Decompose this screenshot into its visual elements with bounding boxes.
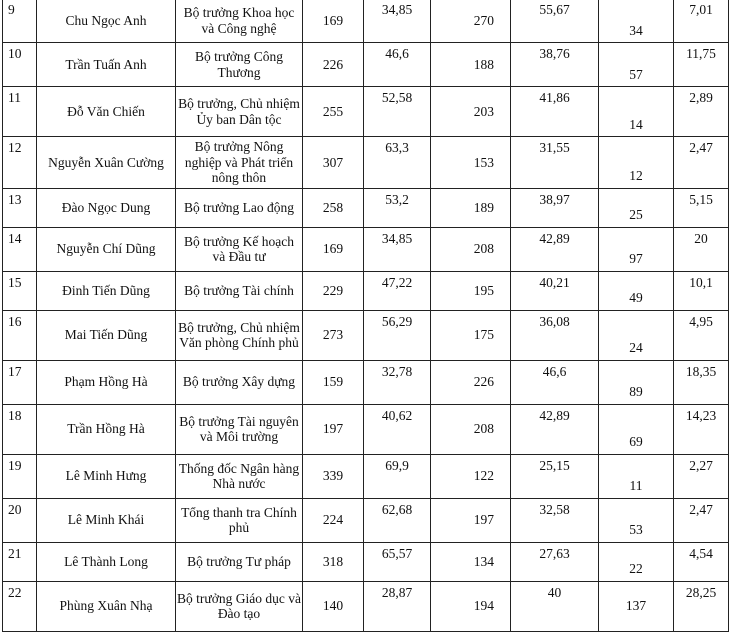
row-number: 10 <box>3 43 37 87</box>
row-number: 11 <box>3 87 37 137</box>
vote-count-c: 203 <box>431 87 511 137</box>
vote-count-e: 57 <box>599 43 674 87</box>
row-number: 9 <box>3 0 37 43</box>
row-number: 14 <box>3 227 37 271</box>
vote-count-e: 12 <box>599 137 674 189</box>
vote-percent-f: 28,25 <box>674 581 729 631</box>
member-name: Đinh Tiến Dũng <box>37 271 176 310</box>
vote-percent-b: 47,22 <box>364 271 431 310</box>
vote-percent-f: 2,27 <box>674 454 729 498</box>
vote-percent-b: 56,29 <box>364 310 431 360</box>
vote-count-e: 49 <box>599 271 674 310</box>
vote-percent-d: 40,21 <box>511 271 599 310</box>
member-position: Bộ trưởng Tài nguyên và Môi trường <box>176 404 303 454</box>
vote-count-a: 258 <box>303 188 364 227</box>
vote-percent-d: 25,15 <box>511 454 599 498</box>
vote-percent-f: 11,75 <box>674 43 729 87</box>
table-row <box>3 404 729 454</box>
vote-percent-d: 46,6 <box>511 360 599 404</box>
row-number: 18 <box>3 404 37 454</box>
vote-count-a: 224 <box>303 498 364 542</box>
member-position: Bộ trưởng Kế hoạch và Đầu tư <box>176 227 303 271</box>
member-position: Bộ trưởng Khoa học và Công nghệ <box>176 0 303 43</box>
row-number: 16 <box>3 310 37 360</box>
vote-percent-d: 40 <box>511 581 599 631</box>
row-number: 13 <box>3 188 37 227</box>
vote-percent-f: 14,23 <box>674 404 729 454</box>
row-number: 17 <box>3 360 37 404</box>
member-position: Bộ trưởng Xây dựng <box>176 360 303 404</box>
vote-percent-f: 2,47 <box>674 137 729 189</box>
vote-count-c: 134 <box>431 542 511 581</box>
member-name: Trần Tuấn Anh <box>37 43 176 87</box>
vote-count-e: 97 <box>599 227 674 271</box>
table-row <box>3 227 729 271</box>
table-row <box>3 360 729 404</box>
table-row <box>3 310 729 360</box>
vote-count-c: 197 <box>431 498 511 542</box>
table-row <box>3 454 729 498</box>
member-name: Lê Thành Long <box>37 542 176 581</box>
vote-percent-f: 20 <box>674 227 729 271</box>
vote-count-a: 159 <box>303 360 364 404</box>
vote-percent-d: 27,63 <box>511 542 599 581</box>
member-position: Bộ trưởng Giáo dục và Đào tạo <box>176 581 303 631</box>
vote-percent-b: 40,62 <box>364 404 431 454</box>
table-row <box>3 87 729 137</box>
vote-count-a: 339 <box>303 454 364 498</box>
vote-count-e: 24 <box>599 310 674 360</box>
vote-percent-b: 34,85 <box>364 227 431 271</box>
vote-percent-f: 4,95 <box>674 310 729 360</box>
vote-percent-b: 62,68 <box>364 498 431 542</box>
member-name: Đỗ Văn Chiến <box>37 87 176 137</box>
member-name: Nguyễn Chí Dũng <box>37 227 176 271</box>
vote-count-c: 208 <box>431 227 511 271</box>
member-name: Lê Minh Hưng <box>37 454 176 498</box>
vote-count-a: 255 <box>303 87 364 137</box>
vote-percent-d: 31,55 <box>511 137 599 189</box>
vote-count-a: 273 <box>303 310 364 360</box>
vote-percent-f: 5,15 <box>674 188 729 227</box>
vote-count-c: 226 <box>431 360 511 404</box>
row-number: 12 <box>3 137 37 189</box>
vote-count-e: 14 <box>599 87 674 137</box>
vote-percent-d: 55,67 <box>511 0 599 43</box>
vote-count-e: 137 <box>599 581 674 631</box>
vote-percent-d: 38,97 <box>511 188 599 227</box>
vote-percent-f: 7,01 <box>674 0 729 43</box>
member-name: Nguyễn Xuân Cường <box>37 137 176 189</box>
vote-count-c: 175 <box>431 310 511 360</box>
member-position: Bộ trưởng Tài chính <box>176 271 303 310</box>
vote-count-e: 89 <box>599 360 674 404</box>
vote-count-a: 197 <box>303 404 364 454</box>
table-row <box>3 271 729 310</box>
vote-count-a: 169 <box>303 227 364 271</box>
table-row <box>3 188 729 227</box>
vote-count-e: 53 <box>599 498 674 542</box>
vote-percent-d: 36,08 <box>511 310 599 360</box>
member-position: Bộ trưởng, Chủ nhiệm Văn phòng Chính phủ <box>176 310 303 360</box>
vote-count-e: 25 <box>599 188 674 227</box>
table-row <box>3 43 729 87</box>
vote-percent-d: 32,58 <box>511 498 599 542</box>
member-position: Bộ trưởng Lao động <box>176 188 303 227</box>
vote-count-a: 169 <box>303 0 364 43</box>
row-number: 20 <box>3 498 37 542</box>
member-position: Bộ trưởng Công Thương <box>176 43 303 87</box>
table-row <box>3 581 729 631</box>
vote-count-c: 194 <box>431 581 511 631</box>
vote-percent-b: 46,6 <box>364 43 431 87</box>
vote-percent-d: 38,76 <box>511 43 599 87</box>
vote-results-table <box>2 0 729 632</box>
vote-percent-b: 32,78 <box>364 360 431 404</box>
member-position: Bộ trưởng Nông nghiệp và Phát triển nông thôn <box>176 137 303 189</box>
vote-count-a: 229 <box>303 271 364 310</box>
vote-percent-b: 28,87 <box>364 581 431 631</box>
member-name: Trần Hồng Hà <box>37 404 176 454</box>
member-position: Bộ trưởng, Chủ nhiệm Ủy ban Dân tộc <box>176 87 303 137</box>
row-number: 15 <box>3 271 37 310</box>
table-row <box>3 542 729 581</box>
vote-count-c: 189 <box>431 188 511 227</box>
member-name: Chu Ngọc Anh <box>37 0 176 43</box>
vote-percent-b: 65,57 <box>364 542 431 581</box>
table-row <box>3 137 729 189</box>
vote-percent-f: 2,89 <box>674 87 729 137</box>
vote-count-e: 11 <box>599 454 674 498</box>
member-name: Phạm Hồng Hà <box>37 360 176 404</box>
vote-percent-f: 4,54 <box>674 542 729 581</box>
vote-count-c: 270 <box>431 0 511 43</box>
vote-percent-d: 42,89 <box>511 227 599 271</box>
vote-percent-b: 34,85 <box>364 0 431 43</box>
vote-percent-f: 10,1 <box>674 271 729 310</box>
vote-percent-b: 52,58 <box>364 87 431 137</box>
vote-percent-d: 41,86 <box>511 87 599 137</box>
vote-count-c: 153 <box>431 137 511 189</box>
vote-percent-b: 53,2 <box>364 188 431 227</box>
vote-count-c: 195 <box>431 271 511 310</box>
vote-percent-b: 69,9 <box>364 454 431 498</box>
vote-percent-d: 42,89 <box>511 404 599 454</box>
vote-count-c: 122 <box>431 454 511 498</box>
member-position: Thống đốc Ngân hàng Nhà nước <box>176 454 303 498</box>
member-position: Tổng thanh tra Chính phủ <box>176 498 303 542</box>
member-position: Bộ trưởng Tư pháp <box>176 542 303 581</box>
vote-count-a: 307 <box>303 137 364 189</box>
member-name: Mai Tiến Dũng <box>37 310 176 360</box>
vote-count-a: 140 <box>303 581 364 631</box>
row-number: 21 <box>3 542 37 581</box>
vote-count-e: 22 <box>599 542 674 581</box>
vote-count-a: 226 <box>303 43 364 87</box>
vote-count-c: 208 <box>431 404 511 454</box>
member-name: Lê Minh Khái <box>37 498 176 542</box>
vote-count-a: 318 <box>303 542 364 581</box>
vote-percent-f: 2,47 <box>674 498 729 542</box>
member-name: Phùng Xuân Nhạ <box>37 581 176 631</box>
vote-count-c: 188 <box>431 43 511 87</box>
vote-percent-b: 63,3 <box>364 137 431 189</box>
row-number: 19 <box>3 454 37 498</box>
table-row <box>3 498 729 542</box>
vote-count-e: 69 <box>599 404 674 454</box>
vote-count-e: 34 <box>599 0 674 43</box>
table-body <box>3 0 729 631</box>
table-row <box>3 0 729 43</box>
vote-percent-f: 18,35 <box>674 360 729 404</box>
member-name: Đào Ngọc Dung <box>37 188 176 227</box>
row-number: 22 <box>3 581 37 631</box>
